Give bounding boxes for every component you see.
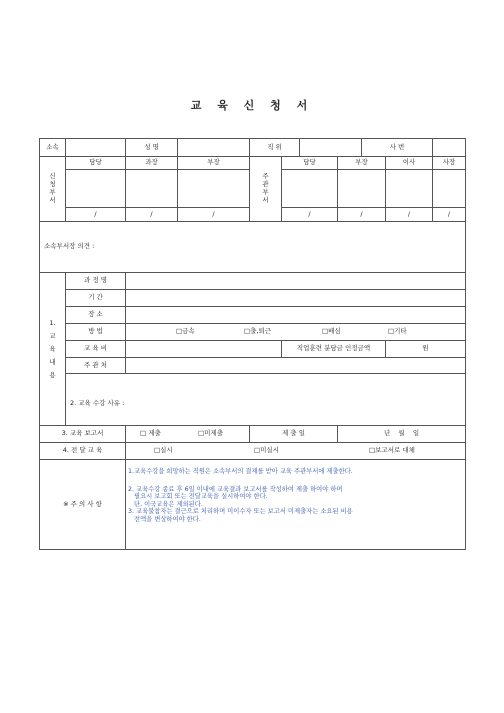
- role-staff: 담당: [66, 157, 126, 170]
- report-options: [126, 426, 250, 443]
- notes-label: ※ 주 의 사 항: [40, 460, 126, 550]
- mgr-role-director: 이사: [386, 157, 433, 170]
- notes-line: 필요시 보고회 또는 전달교육을 실시하여야 한다.: [128, 493, 268, 501]
- notes-line: 전액을 변상하여야 한다.: [128, 515, 201, 523]
- notes-line: 2. 교육수강 종료 후 6일 이내에 교육결과 보고서를 작성하여 제출 하여야 하며: [128, 485, 343, 493]
- date-slash: /: [126, 208, 178, 222]
- notes-line: 단, 이국교육은 제외된다.: [128, 500, 203, 508]
- role-manager: 과장: [126, 157, 178, 170]
- date-slash: /: [338, 208, 386, 222]
- submit-date-field[interactable]: 년 월 일: [338, 426, 466, 443]
- application-form-table: [39, 138, 466, 550]
- done-checkbox[interactable]: □ 실시: [154, 447, 254, 455]
- host-label: 주 관 처: [66, 358, 126, 374]
- course-label: 과 정 명: [66, 273, 126, 290]
- form-title: 교 육 신 청 서: [190, 99, 314, 112]
- host-field[interactable]: [126, 358, 466, 374]
- cost-field[interactable]: [126, 341, 282, 358]
- method-option-checkbox[interactable]: □ 출,퇴근: [244, 328, 322, 336]
- notes-line: 1.교육수강을 희망하는 직원은 소속부서의 결재를 받아 교육 주관부서에 제출한다.: [128, 468, 353, 475]
- subsidy-label: 직업훈련 분담금 인정금액: [282, 341, 386, 358]
- name-label: 성 명: [126, 139, 178, 157]
- sign-box[interactable]: [66, 170, 126, 208]
- sign-box[interactable]: [338, 170, 386, 208]
- mgr-role-dept-head: 부장: [338, 157, 386, 170]
- notes-line: 3. 교육불참자는 결근으로 처리하며 미이수자 또는 보고서 미제출자는 소요된 비용: [128, 508, 353, 516]
- report-label: 3. 교육 보고서: [40, 426, 126, 443]
- period-field[interactable]: [126, 290, 466, 307]
- replace-checkbox[interactable]: □ 보고서로 대체: [369, 446, 415, 454]
- method-option-checkbox[interactable]: □ 배심: [322, 328, 388, 336]
- cost-label: 교 육 비: [66, 341, 126, 358]
- notes-line: [128, 476, 465, 486]
- date-slash: /: [66, 208, 126, 222]
- position-label: 직 위: [250, 139, 300, 157]
- not-done-checkbox[interactable]: □ 미실시: [254, 447, 369, 455]
- dept-head-opinion[interactable]: 소속부서장 의견 :: [40, 222, 466, 273]
- emp-no-field[interactable]: [433, 139, 466, 157]
- date-slash: /: [386, 208, 433, 222]
- place-label: 장 소: [66, 307, 126, 324]
- course-field[interactable]: [126, 273, 466, 290]
- transfer-options: [126, 443, 466, 460]
- sign-box[interactable]: [126, 170, 178, 208]
- notes-content: [126, 460, 466, 550]
- name-field[interactable]: [178, 139, 250, 157]
- sign-box[interactable]: [178, 170, 250, 208]
- sign-box[interactable]: [386, 170, 433, 208]
- period-label: 기 간: [66, 290, 126, 307]
- method-option-checkbox[interactable]: □ 금속: [176, 328, 244, 336]
- mgr-role-ceo: 사장: [433, 157, 466, 170]
- reason-field[interactable]: 2. 교육 수강 사유 :: [66, 374, 466, 426]
- won-unit: 원: [422, 344, 429, 353]
- date-slash: /: [433, 208, 466, 222]
- position-field[interactable]: [300, 139, 362, 157]
- managing-dept-label: 주 관 부 서: [250, 157, 282, 222]
- method-label: 방 법: [66, 324, 126, 341]
- applicant-dept-label: 신 청 부 서: [40, 157, 66, 222]
- date-slash: /: [178, 208, 250, 222]
- emp-no-label: 사 번: [362, 139, 433, 157]
- mgr-role-staff: 담당: [282, 157, 338, 170]
- not-submitted-checkbox[interactable]: □ 미제출: [198, 429, 223, 437]
- subsidy-field[interactable]: [386, 341, 466, 358]
- method-option-checkbox[interactable]: □ 기타: [388, 328, 407, 336]
- date-slash: /: [282, 208, 338, 222]
- transfer-label: 4. 전 달 교 육: [40, 443, 126, 460]
- place-field[interactable]: [126, 307, 466, 324]
- method-options: [126, 324, 466, 341]
- education-content-label: 1. 교 육 내 용: [40, 273, 66, 426]
- dept-label: 소속: [40, 139, 66, 157]
- dept-field[interactable]: [66, 139, 126, 157]
- sign-box[interactable]: [282, 170, 338, 208]
- submitted-checkbox[interactable]: □ 제출: [140, 430, 198, 438]
- submit-date-label: 제 출 일: [250, 426, 338, 443]
- sign-box[interactable]: [433, 170, 466, 208]
- role-dept-head: 부장: [178, 157, 250, 170]
